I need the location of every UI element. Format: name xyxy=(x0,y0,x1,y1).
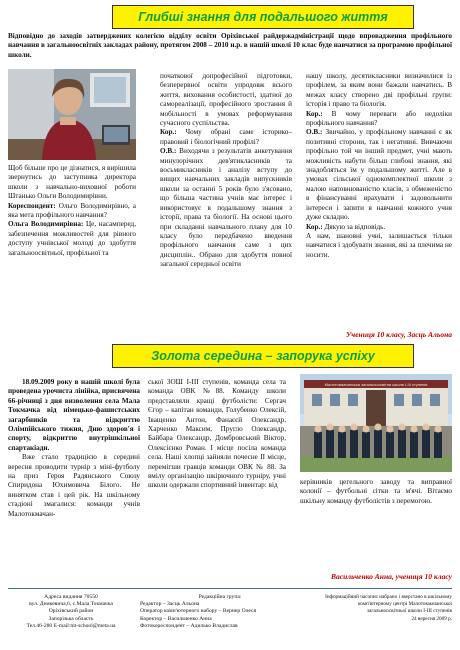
footer-address-line: Оріхівський район xyxy=(48,608,94,615)
footer-address-line: вул. Демкевича,6, с.Мала Токмачка xyxy=(29,601,113,608)
footer-info-date: 24 вересня 2009 р. xyxy=(411,615,452,622)
school-team-photo-image xyxy=(300,374,452,472)
footer-info-line: загальноосвітньої школи I-III ступенів xyxy=(366,608,452,615)
article2-column-1 xyxy=(8,378,140,519)
article1-signature: Учениця 10 класу, Засць Альона xyxy=(346,330,452,339)
photo-caption: Малотокмачанська загальноосвітня школа I-III ступенів xyxy=(324,382,428,387)
article2-col3-para: керівників цегельного заводу та виправної колонії – футбольні сітки та м'ячі. Вітаємо шкільну команду футболістів з перемогою. xyxy=(300,478,452,505)
footer-editorial xyxy=(140,594,300,630)
article1-col1-para: Кореспондент: Ольго Володимирівно, а яка мета профільного навчання? xyxy=(8,201,136,220)
footer-editorial-line: Оператор комп'ютерного набору – Вернер Олеся xyxy=(140,608,257,615)
footer-editorial-line: Фотокореспондент – Адилько Владислав xyxy=(140,622,238,629)
footer-address xyxy=(8,594,134,630)
article2-lead: 18.09.2009 року в нашій школі була проведена урочиста лінійка, присвячена 66-річниці з дня визволення села Мала Токмачка від німецько-фашистських загарбників та відкриттю Олімпійського тижня, Дню здоров'я і спорту, відкриттю внутрішкільної спартакіади. xyxy=(8,378,140,452)
article1-col2-para: початкової допрофесійної підготовки, безперервної освіти упродовж всього життя, виховання особистості, здатної до самореалізації, професійного зростання й мобільності в умовах реформування сучасного суспільства. xyxy=(160,72,292,128)
article1-col3-para: О.В.: Звичайно, у профільному навчанні є як позитивні сторони, так і негативні. Вивчаючи профільно той чи інший предмет, учні мають можливість набути більш глибокі знання, які знадобляться їм у подальшому житті. Але в умовах сільської однокомплектної школи з малою наповнюваністю класів, з обмеженістю в фінансуванні врахувати і задовольнити інтереси і запити в навчанні кожного учня дуже складно. xyxy=(306,128,452,222)
footer-info-line: Інформаційний часопис набрано і зверстано в шкільному xyxy=(325,594,452,600)
footer-address-line: Тел.46-280 E-mail:mt-school@meta.ua xyxy=(26,622,116,629)
footer-editorial-line: Редактор – Засць Альона xyxy=(140,601,200,608)
article1-col1-para: Щоб більше про це дізнатися, я вирішила звернутись до заступника директора школи з навчально-виховної роботи Штанько Ольги Володимирівни. xyxy=(8,164,136,201)
article1-col3-para: Кор.: В чому переваги або недоліки профільного навчання? xyxy=(306,109,452,128)
article1-col3-para: нашу школу, десятикласники визначилися із профілем, за яким вони бажали навчатись. В межах класу створено дві профільні групи: історія і право та біологія. xyxy=(306,72,452,109)
footer-info-line: комп'ютерному центрі Малотокмачанської xyxy=(357,601,452,608)
article2-title-banner xyxy=(112,344,414,368)
article1-col3-para: А нам, шановні учні, залишається тільки навчатися і здобувати знання, які за плечима не носити. xyxy=(306,231,452,259)
article1-column-2 xyxy=(160,72,292,270)
article2-column-2 xyxy=(148,378,286,491)
article1-intro: Відповідно до заходів затверджених колегією відділу освіти Оріхівської райдержадміністрації щодо впровадження профільного навчання в загальноосвітніх закладах району, протягом 2008 – 2010 н.р. в нашій школі 10 клас буде навчатися за програмою профільної школи. xyxy=(8,32,452,59)
article2-signature: Васильченко Анна, учениця 10 класу xyxy=(330,572,452,581)
school-team-photo xyxy=(300,374,452,472)
footer-editorial-line: Коректор – Васильченко Анна xyxy=(140,615,212,622)
footer-editorial-heading: Редакційна група: xyxy=(198,594,242,600)
article2-col2-para: ської ЗОШ I-III ступенів, команда села та команда ОВК №88. Команду школи представляли кращі футболісти: Сергач Єгор – капітан команди, Голубенко Олексій, Іващенко Антон, Фанаєєй Олександр, Харченко Максим, Пругло Олександр, Байбара Олександр, Домбровський Віктор, Олексієнко Роман. І місце посіла команда села. Наші хлопці зайняли почесне II місце, перемігши гравців команди ОВК № 88. За вмілу організацію шкірючного турніру, учні школи одержали спортивний інвентар: від xyxy=(148,378,286,490)
article2-title: Золота середина – запорука успіху xyxy=(151,349,375,363)
article1-col3-para: Кор.: Дякую за відповідь. xyxy=(306,222,386,231)
footer-divider xyxy=(8,588,452,589)
article1-col2-para: Кор.: Чому обрані саме історико–правовий і біологічний профілі? xyxy=(160,128,292,146)
article1-col2-para: О.В.: Виходячи з результатів анкетування минулорічних дев'ятикласників та восьмикласників і аналізу вступу до вищих навчальних закладів випускників школи за останні 5 років було з'ясовано, що більша частина учнів має інтерес і використовує в подальшому знання з історії, права та біології. На основі цього при складанні навчального плану для 10 класу було передбачено введення профільного навчання саме з цих дисциплін.. Обрано для здобуття повної загальної середньої освіти xyxy=(160,147,292,269)
teacher-photo xyxy=(8,69,136,160)
article1-title-banner xyxy=(112,5,414,29)
article2-col1-para: Вже стало традицією в середині вересня проводити турнір з міні-футболу на приз Героя Радянського Союзу Спиридона Юхимовича Білого. Не винятком став і цей рік. На шкільному стадіоні змагалися: команди учнів Малотокмачан- xyxy=(8,453,140,518)
teacher-photo-image xyxy=(8,69,136,160)
article1-title: Глибші знання для подальшого життя xyxy=(138,10,388,24)
footer-info xyxy=(292,594,452,623)
footer-address-line: Адреса видання 70550 xyxy=(44,594,98,600)
footer-address-line: Запорізька область xyxy=(48,615,94,622)
article2-column-3 xyxy=(300,478,452,506)
article1-col1-para: Ольга Володимирівна: Це, насамперед, забезпечення можливостей для рівного доступу учнівської молоді до здобуття загальноосвітньої, профільної та xyxy=(8,220,136,257)
article1-column-3 xyxy=(306,72,452,260)
article1-column-1 xyxy=(8,164,136,258)
